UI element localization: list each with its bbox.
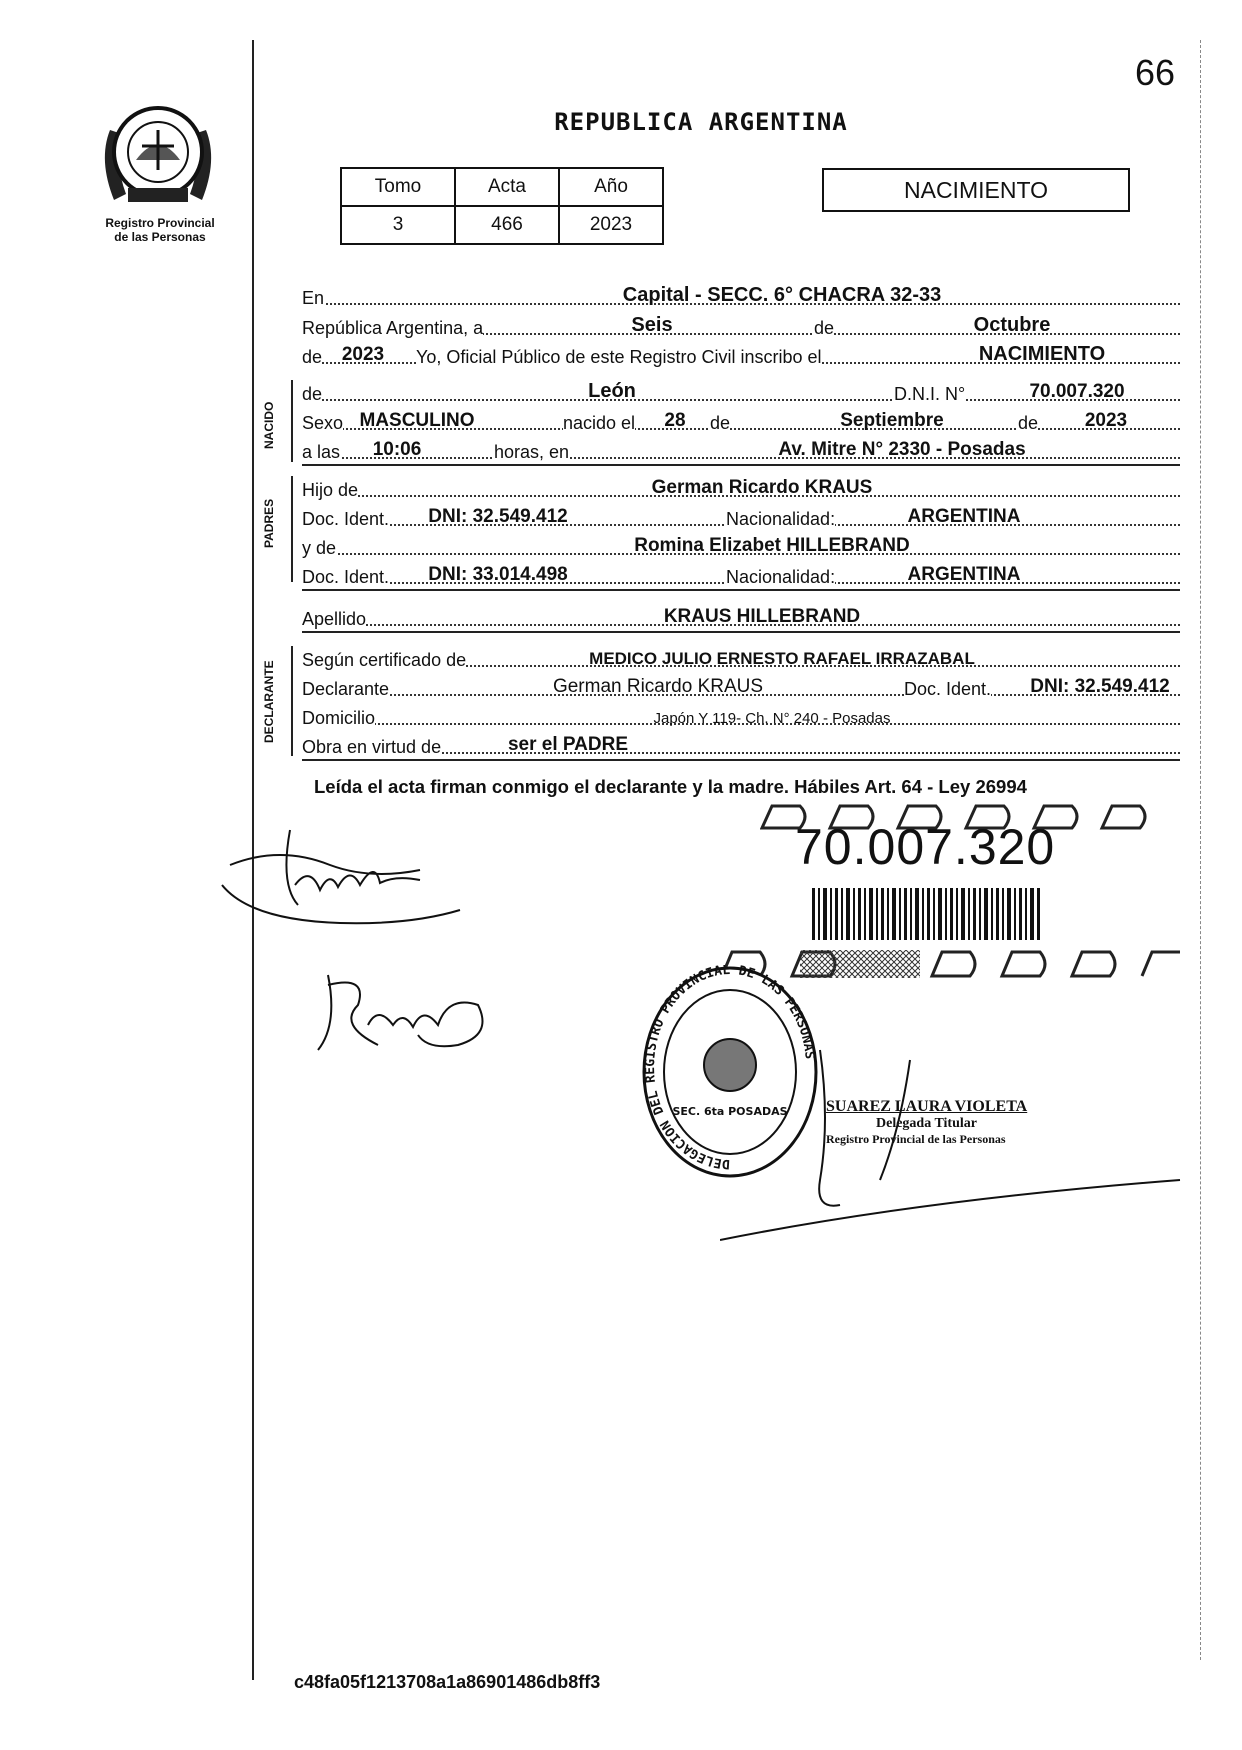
declarante-doc-value: DNI: 32.549.412 bbox=[1030, 676, 1170, 697]
cert-label: Según certificado de bbox=[302, 650, 467, 670]
mother-signature bbox=[308, 965, 498, 1060]
mother-doc-value: DNI: 33.014.498 bbox=[428, 564, 568, 585]
row-nacido-name bbox=[302, 379, 1180, 405]
obra-label: Obra en virtud de bbox=[302, 737, 442, 757]
header-tomo: Tomo bbox=[341, 168, 455, 206]
nacido-bracket bbox=[291, 380, 293, 462]
de-label-2: de bbox=[710, 413, 731, 433]
father-nat-value: ARGENTINA bbox=[907, 506, 1021, 527]
mother-value: Romina Elizabet HILLEBRAND bbox=[634, 535, 910, 556]
official-stamp-text bbox=[826, 1098, 1066, 1147]
father-doc-label: Doc. Ident. bbox=[302, 509, 390, 529]
nacido-name-value: León bbox=[588, 380, 636, 402]
declarante-bracket bbox=[291, 646, 293, 756]
year-value: 2023 bbox=[341, 344, 385, 365]
header-ano: Año bbox=[559, 168, 663, 206]
row-domicilio bbox=[302, 703, 1180, 729]
row-declarante bbox=[302, 674, 1180, 700]
month-value: Octubre bbox=[973, 314, 1051, 336]
yde-label: y de bbox=[302, 538, 337, 558]
row-sexo bbox=[302, 408, 1180, 434]
logo-caption-line-2: de las Personas bbox=[114, 230, 206, 244]
place-value: Capital - SECC. 6° CHACRA 32-33 bbox=[622, 284, 942, 306]
de-label: de bbox=[814, 318, 835, 338]
father-nat-label: Nacionalidad: bbox=[726, 509, 836, 529]
oficial-text: Yo, Oficial Público de este Registro Civil inscribo el bbox=[416, 347, 822, 367]
declarante-name-value: German Ricardo KRAUS bbox=[552, 676, 764, 697]
mother-doc-label: Doc. Ident. bbox=[302, 567, 390, 587]
nacido-dni-value: 70.007.320 bbox=[1029, 381, 1125, 402]
big-dni-number: 70.007.320 bbox=[795, 819, 1056, 875]
mother-nat-label: Nacionalidad: bbox=[726, 567, 836, 587]
declarant-signature bbox=[220, 825, 470, 935]
dni-label: D.N.I. N° bbox=[894, 384, 966, 404]
row-father-doc bbox=[302, 504, 1180, 530]
apellido-value: KRAUS HILLEBRAND bbox=[663, 606, 861, 627]
section-nacido: NACIDO bbox=[262, 401, 276, 449]
birth-month-value: Septiembre bbox=[840, 410, 944, 431]
document-hash: c48fa05f1213708a1a86901486db8ff3 bbox=[294, 1672, 601, 1692]
declarante-doc-label: Doc. Ident. bbox=[904, 679, 992, 699]
value-ano: 2023 bbox=[559, 206, 663, 244]
value-acta: 466 bbox=[455, 206, 559, 244]
barcode bbox=[812, 888, 1042, 940]
seal-ring-text: DELEGACION DEL REGISTRO PROVINCIAL DE LAS PERSONAS bbox=[642, 965, 817, 1172]
section-declarante: DECLARANTE bbox=[262, 660, 276, 744]
horas-label: horas, en bbox=[494, 442, 570, 462]
sexo-value: MASCULINO bbox=[359, 410, 475, 431]
record-table bbox=[340, 167, 664, 245]
seal-inner-text: SEC. 6ta POSADAS bbox=[672, 1105, 788, 1118]
row-place bbox=[302, 283, 1180, 309]
logo-caption-line-1: Registro Provincial bbox=[105, 216, 215, 230]
declarante-label: Declarante bbox=[302, 679, 390, 699]
reading-statement: Leída el acta firman conmigo el declarante y la madre. Hábiles Art. 64 - Ley 26994 bbox=[314, 776, 1027, 797]
row-mother bbox=[302, 533, 1180, 559]
logo-caption bbox=[90, 216, 230, 244]
nacido-el-label: nacido el bbox=[563, 413, 636, 433]
father-value: German Ricardo KRAUS bbox=[651, 477, 873, 498]
value-tomo: 3 bbox=[341, 206, 455, 244]
document-title: REPUBLICA ARGENTINA bbox=[554, 108, 848, 136]
mother-nat-value: ARGENTINA bbox=[907, 564, 1021, 585]
birth-year-value: 2023 bbox=[1084, 410, 1128, 431]
cert-value: MEDICO JULIO ERNESTO RAFAEL IRRAZABAL bbox=[589, 649, 975, 668]
birth-day-value: 28 bbox=[664, 410, 686, 431]
nacido-de-label: de bbox=[302, 384, 323, 404]
domicilio-value: Japón Y 119- Ch. N° 240 - Posadas bbox=[653, 710, 891, 727]
republica-label: República Argentina, a bbox=[302, 318, 484, 338]
sexo-label: Sexo bbox=[302, 413, 344, 433]
day-value: Seis bbox=[631, 314, 673, 336]
record-type-box: NACIMIENTO bbox=[822, 168, 1130, 212]
hijo-label: Hijo de bbox=[302, 480, 359, 500]
header-acta: Acta bbox=[455, 168, 559, 206]
en-label: En bbox=[302, 288, 325, 308]
time-value: 10:06 bbox=[372, 439, 422, 460]
row-apellido bbox=[302, 604, 1180, 630]
domicilio-label: Domicilio bbox=[302, 708, 376, 728]
obra-value: ser el PADRE bbox=[507, 734, 629, 755]
birth-place-value: Av. Mitre N° 2330 - Posadas bbox=[778, 439, 1026, 460]
row-cert bbox=[302, 645, 1180, 671]
act-value: NACIMIENTO bbox=[978, 343, 1106, 365]
alas-label: a las bbox=[302, 442, 341, 462]
de-label-3: de bbox=[1018, 413, 1039, 433]
apellido-label: Apellido bbox=[302, 609, 367, 629]
padres-bracket bbox=[291, 476, 293, 582]
page-number: 66 bbox=[1135, 52, 1176, 93]
de2-label: de bbox=[302, 347, 323, 367]
row-hora bbox=[302, 437, 1180, 463]
right-margin-line bbox=[1200, 40, 1202, 1660]
row-obra bbox=[302, 732, 1180, 758]
row-father bbox=[302, 475, 1180, 501]
row-oficial bbox=[302, 342, 1180, 368]
official-org: Registro Provincial de las Personas bbox=[826, 1132, 1006, 1146]
official-role: Delegada Titular bbox=[876, 1116, 977, 1131]
official-name: SUAREZ LAURA VIOLETA bbox=[826, 1098, 1028, 1115]
row-date bbox=[302, 313, 1180, 339]
row-mother-doc bbox=[302, 562, 1180, 588]
section-padres: PADRES bbox=[262, 498, 276, 548]
father-doc-value: DNI: 32.549.412 bbox=[428, 506, 568, 527]
